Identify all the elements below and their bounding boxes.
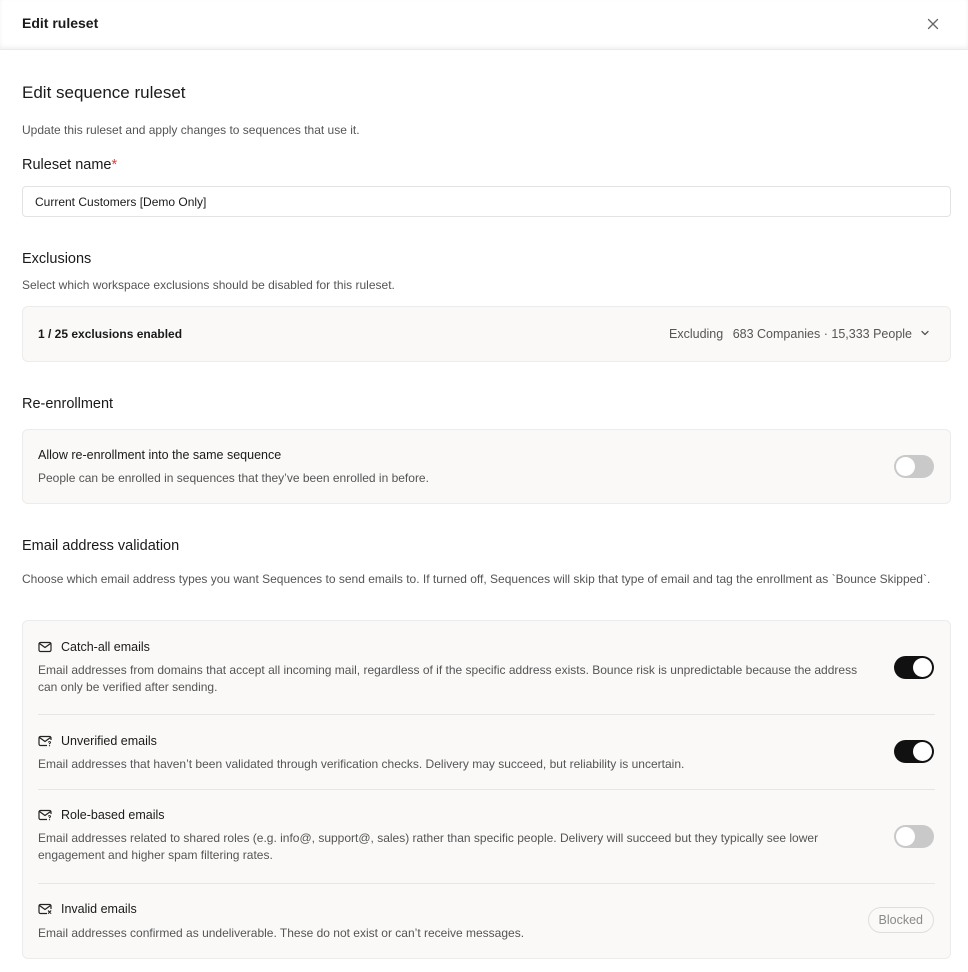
divider	[38, 789, 935, 790]
role-based-title-text: Role-based emails	[61, 808, 165, 822]
catch-all-title-text: Catch-all emails	[61, 640, 150, 654]
reenrollment-card	[22, 429, 951, 504]
catch-all-desc: Email addresses from domains that accept all incoming mail, regardless of if the specific address exists. Bounce risk is unpredictable because the address can only be verified after sending.	[38, 663, 858, 694]
invalid-title	[38, 902, 137, 916]
toggle-knob	[913, 658, 932, 677]
mail-x-icon	[38, 903, 52, 915]
toggle-knob	[896, 457, 915, 476]
unverified-title	[38, 734, 157, 748]
ruleset-name-label	[22, 157, 117, 173]
close-icon	[927, 18, 939, 30]
exclusions-title: Exclusions	[22, 251, 92, 267]
invalid-desc: Email addresses confirmed as undeliverable. These do not exist or can’t receive messages.	[38, 926, 525, 940]
page-subtitle: Update this ruleset and apply changes to sequences that use it.	[22, 123, 360, 137]
role-based-toggle[interactable]	[894, 825, 934, 848]
reenrollment-title: Re-enrollment	[22, 396, 114, 412]
toggle-knob	[896, 827, 915, 846]
reenrollment-option-title-text: Allow re-enrollment into the same sequence	[38, 448, 282, 462]
mail-question-icon	[38, 735, 52, 747]
role-based-desc: Email addresses related to shared roles (e.g. info@, support@, sales) rather than specific people. Delivery will succeed but they typically see lower engagement and higher spam filtering rates.	[38, 831, 819, 862]
catch-all-toggle[interactable]	[894, 656, 934, 679]
modal-title: Edit ruleset	[22, 15, 99, 31]
email-validation-description: Choose which email address types you want Sequences to send emails to. If turned off, Sequences will skip that type of email and tag the enrollment as `Bounce Skipped`.	[22, 572, 931, 586]
unverified-toggle[interactable]	[894, 740, 934, 763]
unverified-desc: Email addresses that haven’t been validated through verification checks. Delivery may succeed, but reliability is uncertain.	[38, 757, 685, 771]
mail-question-icon	[38, 809, 52, 821]
reenrollment-option-title	[38, 448, 281, 462]
email-validation-title: Email address validation	[22, 538, 180, 554]
reenrollment-toggle[interactable]	[894, 455, 934, 478]
exclusions-description: Select which workspace exclusions should be disabled for this ruleset.	[22, 278, 395, 292]
reenrollment-option-desc: People can be enrolled in sequences that they’ve been enrolled in before.	[38, 471, 429, 485]
exclusions-enabled-summary: 1 / 25 exclusions enabled	[38, 327, 183, 341]
toggle-knob	[913, 742, 932, 761]
exclusions-dropdown[interactable]	[22, 306, 951, 362]
chevron-down-icon	[920, 328, 930, 338]
excluding-label: Excluding	[669, 327, 724, 341]
divider	[38, 883, 935, 884]
role-based-title	[38, 808, 165, 822]
ruleset-name-label-text: Ruleset name	[22, 157, 112, 173]
modal-header	[0, 0, 968, 50]
page-title: Edit sequence ruleset	[22, 83, 186, 102]
unverified-title-text: Unverified emails	[61, 734, 157, 748]
ruleset-name-input[interactable]	[22, 186, 951, 217]
mail-icon	[38, 641, 52, 653]
catch-all-title	[38, 640, 150, 654]
email-validation-card	[22, 620, 951, 959]
close-button[interactable]	[922, 13, 944, 35]
divider	[38, 714, 935, 715]
excluding-counts: 683 Companies · 15,333 People	[732, 327, 912, 341]
invalid-title-text: Invalid emails	[61, 902, 137, 916]
blocked-badge: Blocked	[868, 907, 934, 933]
required-mark: *	[111, 157, 118, 173]
exclusions-counts	[669, 327, 912, 341]
